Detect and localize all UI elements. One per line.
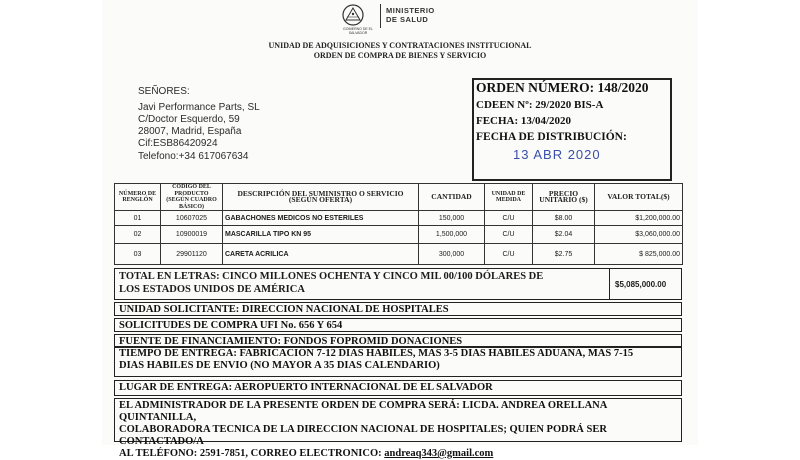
cell-renglon: 02	[115, 226, 161, 244]
total-words-line2: LOS ESTADOS UNIDOS DE AMÉRICA	[119, 284, 305, 295]
supplier-name: Javi Performance Parts, SL	[138, 102, 260, 113]
cell-valor: $3,060,000.00	[595, 226, 683, 244]
cell-unidad: C/U	[485, 211, 533, 226]
admin-line2: COLABORADORA TECNICA DE LA DIRECCION NACIONAL DE HOSPITALES; QUIEN PODRÁ SER CONTACTADO/A	[119, 424, 607, 447]
supplier-street: C/Doctor Esquerdo, 59	[138, 114, 240, 125]
distribution-date-stamp: 13 ABR 2020	[513, 147, 601, 162]
header-descripcion: DESCRIPCIÓN DEL SUMINISTRO O SERVICIO (SEGÚN OFERTA)	[223, 184, 419, 211]
total-divider	[609, 269, 610, 299]
cell-renglon: 01	[115, 211, 161, 226]
cell-descripcion: MASCARILLA TIPO KN 95	[223, 226, 419, 244]
funding-source: FUENTE DE FINANCIAMIENTO: FONDOS FOPROMID DONACIONES	[114, 334, 682, 348]
ministry-line2: DE SALUD	[386, 15, 429, 24]
order-administrator	[114, 398, 682, 459]
total-in-words	[119, 270, 605, 296]
cell-descripcion: GABACHONES MEDICOS NO ESTERILES	[223, 211, 419, 226]
header-codigo: CÓDIGO DEL PRODUCTO (SEGÚN CUADRO BÁSICO)	[161, 184, 223, 211]
logo-caption: GOBIERNO DE EL SALVADOR	[343, 27, 373, 35]
supplier-phone: Telefono:+34 617067634	[138, 151, 249, 162]
table-row	[115, 211, 683, 226]
delivery-time-line2: DIAS HABILES DE ENVIO (NO MAYOR A 35 DIAS CALENDARIO)	[119, 360, 440, 371]
header-unidad: UNIDAD DE MEDIDA	[485, 184, 533, 211]
cell-precio: $2.04	[533, 226, 595, 244]
distribution-date-label: FECHA DE DISTRIBUCIÓN:	[476, 131, 627, 143]
admin-phone-text: AL TELÉFONO: 2591-7851, CORREO ELECTRONICO:	[119, 448, 385, 459]
cell-unidad: C/U	[485, 244, 533, 265]
order-number: ORDEN NÚMERO: 148/2020	[476, 80, 649, 95]
admin-line3	[119, 448, 677, 460]
document-title: ORDEN DE COMPRA DE BIENES Y SERVICIO	[313, 51, 487, 60]
order-date: FECHA: 13/04/2020	[476, 115, 572, 127]
cell-cantidad: 1,500,000	[419, 226, 485, 244]
admin-email-link[interactable]: andreaq343@gmail.com	[384, 448, 494, 459]
total-box	[114, 268, 682, 300]
cell-valor: $ 825,000.00	[595, 244, 683, 265]
header-renglon: NÚMERO DE RENGLÓN	[115, 184, 161, 211]
header-cantidad: CANTIDAD	[419, 184, 485, 211]
delivery-time	[114, 346, 682, 377]
table-row	[115, 244, 683, 265]
unit-heading: UNIDAD DE ADQUISICIONES Y CONTRATACIONES INSTITUCIONAL	[268, 41, 532, 50]
supplier-city: 28007, Madrid, España	[138, 126, 242, 137]
cell-cantidad: 150,000	[419, 211, 485, 226]
ministry-name	[386, 6, 435, 24]
purchase-requests: SOLICITUDES DE COMPRA UFI No. 656 Y 654	[114, 318, 682, 332]
delivery-place: LUGAR DE ENTREGA: AEROPUERTO INTERNACIONAL DE EL SALVADOR	[114, 380, 682, 396]
supplier-salutation: SEÑORES:	[138, 86, 190, 97]
header-divider	[380, 4, 381, 28]
supplier-cif: Cif:ESB86420924	[138, 138, 218, 149]
requesting-unit: UNIDAD SOLICITANTE: DIRECCION NACIONAL DE HOSPITALES	[114, 302, 682, 316]
items-table	[114, 183, 683, 265]
cell-valor: $1,200,000.00	[595, 211, 683, 226]
cell-precio: $2.75	[533, 244, 595, 265]
total-value: $5,085,000.00	[615, 280, 667, 289]
total-words-line1: TOTAL EN LETRAS: CINCO MILLONES OCHENTA Y CINCO MIL 00/100 DÓLARES DE	[119, 271, 544, 282]
cell-precio: $8.00	[533, 211, 595, 226]
cell-renglon: 03	[115, 244, 161, 265]
cell-descripcion: CARETA ACRILICA	[223, 244, 419, 265]
order-cdeen: CDEEN Nº: 29/2020 BIS-A	[476, 99, 604, 111]
cell-unidad: C/U	[485, 226, 533, 244]
el-salvador-coat-of-arms-icon	[335, 3, 371, 29]
header-precio: PRECIO UNITARIO ($)	[533, 184, 595, 211]
delivery-time-line1: TIEMPO DE ENTREGA: FABRICACION 7-12 DIAS HABILES, MAS 3-5 DIAS HABILES ADUANA, MAS 7-15	[119, 348, 634, 359]
admin-line1: EL ADMINISTRADOR DE LA PRESENTE ORDEN DE COMPRA SERÁ: LICDA. ANDREA ORELLANA QUINTANILLA,	[119, 400, 607, 423]
cell-codigo: 10900019	[161, 226, 223, 244]
cell-cantidad: 300,000	[419, 244, 485, 265]
cell-codigo: 29901120	[161, 244, 223, 265]
table-row	[115, 226, 683, 244]
table-header-row	[115, 184, 683, 211]
cell-codigo: 10607025	[161, 211, 223, 226]
ministry-line1: MINISTERIO	[386, 6, 435, 15]
header-valor: VALOR TOTAL($)	[595, 184, 683, 211]
